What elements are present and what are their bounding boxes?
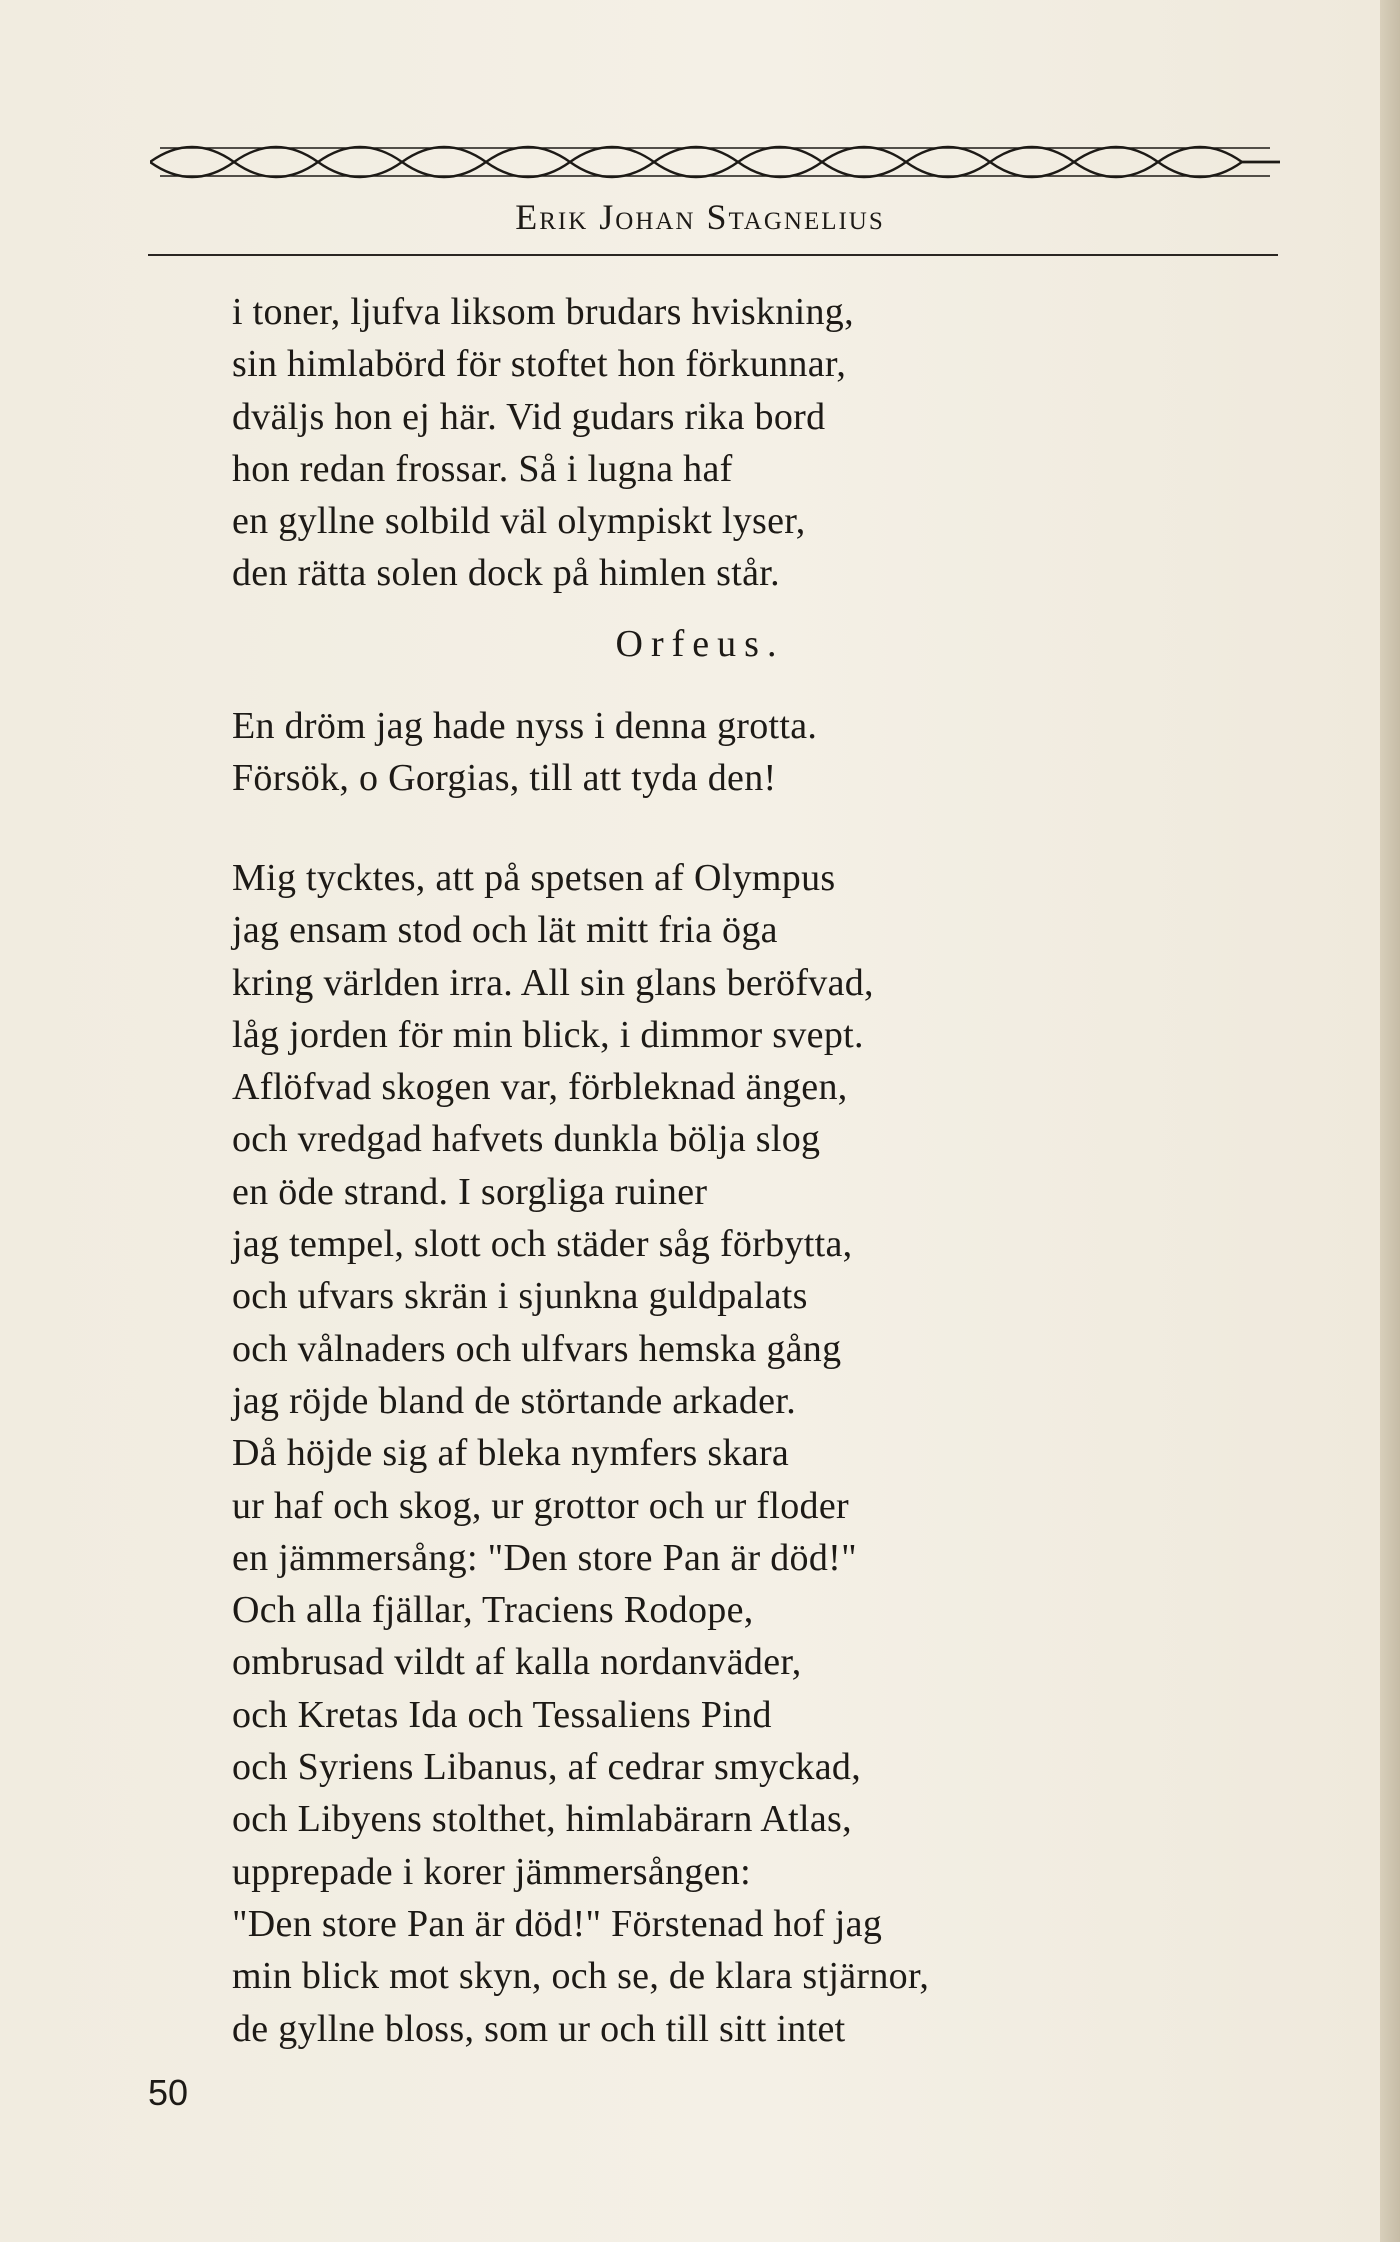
verse-line: och vredgad hafvets dunkla bölja slog [232,1118,821,1161]
verse-line: Försök, o Gorgias, till att tyda den! [232,757,777,800]
verse-line: Då höjde sig af bleka nymfers skara [232,1432,790,1475]
verse-line: hon redan frossar. Så i lugna haf [232,447,733,490]
verse-line: ombrusad vildt af kalla nordanväder, [232,1641,802,1684]
verse-line: i toner, ljufva liksom brudars hviskning, [232,291,854,333]
verse-line: Aflöfvad skogen var, förbleknad ängen, [232,1066,848,1109]
verse-line: jag ensam stod och lät mitt fria öga [232,909,778,952]
page-number: 50 [148,2072,189,2113]
header-rule [148,254,1278,256]
verse-line: upprepade i korer jämmersången: [232,1850,751,1893]
running-head: Erik Johan Stagnelius [515,197,885,237]
ornamental-border [150,140,1280,184]
verse-line: En dröm jag hade nyss i denna grotta. [232,705,818,747]
verse-line: en gyllne solbild väl olympiskt lyser, [232,500,806,543]
verse-line: jag tempel, slott och städer såg förbytta, [232,1223,853,1266]
verse-line: de gyllne bloss, som ur och till sitt intet [232,2007,846,2050]
verse-line: och vålnaders och ulfvars hemska gång [232,1327,842,1370]
verse-line: en jämmersång: "Den store Pan är död!" [232,1536,857,1579]
verse-line: och Syriens Libanus, af cedrar smyckad, [232,1746,861,1789]
verse-line: Mig tycktes, att på spetsen af Olympus [232,857,836,899]
verse-line: dväljs hon ej här. Vid gudars rika bord [232,395,826,438]
verse-line: den rätta solen dock på himlen står. [232,552,780,595]
verse-line: kring världen irra. All sin glans beröfvad, [232,961,874,1004]
verse-line: och ufvars skrän i sjunkna guldpalats [232,1275,808,1318]
verse-line: min blick mot skyn, och se, de klara stjärnor, [232,1955,930,1998]
page-edge [1380,0,1400,2242]
verse-line: jag röjde bland de störtande arkader. [232,1379,796,1422]
stanza-3 [232,852,929,2055]
stanza-1 [232,286,854,600]
speaker-name: Orfeus. [615,623,785,665]
verse-line: sin himlabörd för stoftet hon förkunnar, [232,343,847,386]
verse-line: och Kretas Ida och Tessaliens Pind [232,1693,772,1736]
verse-line: en öde strand. I sorgliga ruiner [232,1170,708,1213]
verse-line: ur haf och skog, ur grottor och ur floder [232,1484,849,1527]
verse-line: Och alla fjällar, Traciens Rodope, [232,1589,754,1632]
verse-line: och Libyens stolthet, himlabärarn Atlas, [232,1798,852,1841]
verse-line: låg jorden för min blick, i dimmor svept. [232,1013,864,1056]
stanza-2 [232,700,817,805]
verse-line: "Den store Pan är död!" Förstenad hof jag [232,1902,883,1945]
